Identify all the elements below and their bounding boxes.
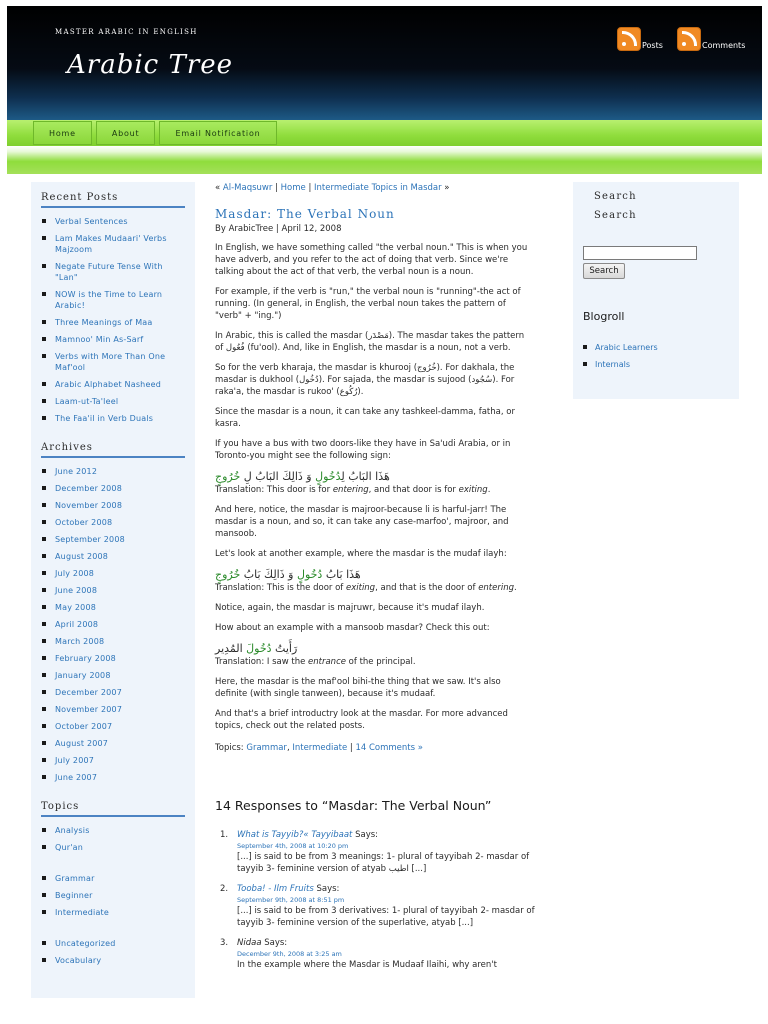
tab-email-notification[interactable]: Email Notification — [159, 121, 276, 145]
topic-grammar-link[interactable]: Grammar — [246, 743, 287, 753]
search-title: Search — [594, 191, 637, 202]
arabic-masdar: دُخُولٍ — [296, 568, 323, 581]
header-band — [7, 146, 762, 174]
translation-emphasis: entering — [332, 485, 369, 495]
comment-author[interactable]: What is Tayyib?« Tayyibaat — [237, 830, 353, 840]
recent-post-link[interactable]: NOW is the Time to Learn Arabic! — [41, 289, 185, 311]
post-date: April 12, 2008 — [281, 224, 342, 234]
comment-says: Says: — [352, 830, 379, 840]
arabic-text: المُدِير — [215, 642, 247, 655]
posts-feed-label[interactable]: Posts — [642, 41, 663, 50]
recent-post-link[interactable]: The Faa'il in Verb Duals — [41, 413, 185, 424]
paragraph: So for the verb kharaja, the masdar is khurooj (خُرُوج). For dakhala, the masdar is dukhool (دُخُول). For sajada, the masdar is sujood (سُجُود). For raka'a, the masdar is rukoo' (رُكُوع). — [215, 363, 515, 397]
right-sidebar — [573, 182, 739, 399]
arabic-example — [215, 470, 535, 484]
post-author: By ArabicTree — [215, 224, 274, 234]
arabic-masdar: خُرُوجٍ — [215, 568, 241, 581]
paragraph: In English, we have something called "the verbal noun." This is when you have adverb, and you refer to the act of doing that verb. Since we're talking about the act of that verb, the verbal noun is a noun. — [215, 243, 528, 277]
translation — [215, 582, 535, 594]
post-content — [215, 182, 535, 971]
site-tagline: MASTER ARABIC IN ENGLISH — [55, 28, 198, 36]
translation-text: . — [487, 485, 491, 495]
arabic-masdar: دُخُولٍ — [315, 470, 342, 483]
archive-link[interactable]: June 2008 — [41, 585, 185, 596]
comment-item — [215, 829, 535, 875]
tab-about[interactable]: About — [96, 121, 156, 145]
post-navigation: « Al-Maqsuwr | Home | Intermediate Topics in Masdar » — [215, 183, 450, 193]
archive-link[interactable]: October 2007 — [41, 721, 185, 732]
archive-link[interactable]: July 2008 — [41, 568, 185, 579]
comment-header — [237, 829, 535, 841]
comment-header — [237, 883, 535, 895]
recent-post-link[interactable]: Arabic Alphabet Nasheed — [41, 379, 185, 390]
recent-posts-title: Recent Posts — [41, 182, 185, 208]
archives-list — [31, 458, 195, 791]
paragraph: And here, notice, the masdar is majroor-because li is harful-jarr! The masdar is a noun, and so, it can take any case-marfoo', majroor, and mansoob. — [215, 505, 509, 539]
paragraph: Here, the masdar is the maf'ool bihi-the thing that we saw. It's also definite (with single tanween), because it's mudaaf. — [215, 677, 501, 699]
translation-text: Translation: This door is for — [215, 485, 333, 495]
translation-text: Translation: This is the door of — [215, 583, 346, 593]
paragraph: Since the masdar is a noun, it can take any tashkeel-damma, fatha, or kasra. — [215, 407, 515, 429]
arabic-text: وَ ذَالِكَ بَابُ — [240, 568, 297, 581]
blogroll-link[interactable]: Internals — [583, 359, 658, 370]
archive-link[interactable]: December 2007 — [41, 687, 185, 698]
archive-link[interactable]: June 2007 — [41, 772, 185, 783]
arabic-example — [215, 568, 535, 582]
paragraph: For example, if the verb is "run," the verbal noun is "running"-the act of running. (In general, in English, the verbal noun takes the pattern of "verb" + "ing.") — [215, 287, 521, 321]
comments-count-link[interactable]: 14 Comments » — [355, 743, 423, 753]
comment-text: In the example where the Masdar is Mudaaf Ilaihi, why aren't — [237, 960, 497, 970]
post-title[interactable]: Masdar: The Verbal Noun — [215, 207, 395, 221]
home-link[interactable]: Home — [280, 183, 306, 193]
main-nav — [7, 120, 762, 146]
topics-list — [31, 817, 195, 974]
search-label: Search — [594, 210, 637, 221]
topic-link[interactable]: Grammar — [41, 873, 185, 884]
translation-text: , and that is the door of — [375, 583, 479, 593]
archive-link[interactable]: November 2008 — [41, 500, 185, 511]
site-header — [7, 6, 762, 120]
comment-date[interactable]: September 4th, 2008 at 10:20 pm — [237, 842, 349, 850]
comments-feed-link[interactable] — [677, 27, 745, 51]
comment-header — [237, 937, 535, 949]
arabic-example — [215, 642, 535, 656]
comment-item — [215, 883, 535, 929]
comment-item — [215, 937, 535, 971]
topic-link[interactable]: Intermediate — [41, 907, 185, 918]
arabic-text: هَذَا بَابُ — [322, 568, 361, 581]
topic-intermediate-link[interactable]: Intermediate — [292, 743, 348, 753]
comment-text: [...] is said to be from 3 derivatives: 1- plural of tayyibah 2- masdar of tayyib 3- feminine version of the superlative, atyab [...] — [237, 906, 535, 928]
paragraph: If you have a bus with two doors-like they have in Sa'udi Arabia, or in Toronto-you might see the following sign: — [215, 439, 511, 461]
arabic-text: وَ ذَالِكَ البَابُ لِ — [240, 470, 316, 483]
comment-number: 3. — [220, 938, 229, 948]
topic-link[interactable]: Uncategorized — [41, 938, 185, 949]
archive-link[interactable]: February 2008 — [41, 653, 185, 664]
comment-author: Nidaa — [237, 938, 262, 948]
archives-title: Archives — [41, 432, 185, 458]
rss-icon[interactable] — [677, 27, 701, 51]
recent-posts-list — [31, 208, 195, 432]
archive-link[interactable]: October 2008 — [41, 517, 185, 528]
comment-says: Says: — [313, 884, 340, 894]
archive-link[interactable]: March 2008 — [41, 636, 185, 647]
translation-text: , and that door is for — [368, 485, 459, 495]
translation — [215, 484, 535, 496]
recent-post-link[interactable]: Verbs with More Than One Maf'ool — [41, 351, 185, 373]
paragraph: Let's look at another example, where the masdar is the mudaf ilayh: — [215, 549, 507, 559]
comment-text: [...] is said to be from 3 meanings: 1- plural of tayyibah 2- masdar of tayyib 3- feminine version of atyab اطيب [...] — [237, 852, 530, 874]
translation — [215, 656, 535, 668]
translation-emphasis: entrance — [308, 657, 346, 667]
left-sidebar — [31, 182, 195, 998]
search-button[interactable]: Search — [583, 263, 625, 279]
translation-emphasis: exiting — [458, 485, 488, 495]
next-post-link[interactable]: Intermediate Topics in Masdar — [314, 183, 442, 193]
paragraph: In Arabic, this is called the masdar (مَصْدَر). The masdar takes the pattern of فُعُول (fu'ool). And, like in English, the masdar is a noun, not a verb. — [215, 331, 525, 353]
recent-post-link[interactable]: Mamnoo' Min As-Sarf — [41, 334, 185, 345]
blogroll-title: Blogroll — [583, 310, 625, 323]
comment-says: Says: — [261, 938, 288, 948]
topic-link[interactable]: Vocabulary — [41, 955, 185, 966]
archive-link[interactable]: August 2008 — [41, 551, 185, 562]
arabic-masdar: خُرُوجٍ — [215, 470, 241, 483]
blogroll-list — [583, 342, 658, 376]
translation-text: Translation: I saw the — [215, 657, 309, 667]
paragraph: And that's a brief introductry look at the masdar. For more advanced topics, check out the related posts. — [215, 709, 508, 731]
archive-link[interactable]: September 2008 — [41, 534, 185, 545]
comment-date[interactable]: September 9th, 2008 at 8:51 pm — [237, 896, 345, 904]
responses-title: 14 Responses to “Masdar: The Verbal Noun” — [215, 798, 492, 813]
archive-link[interactable]: June 2012 — [41, 466, 185, 477]
post-byline: By ArabicTree | April 12, 2008 — [215, 224, 342, 234]
paragraph: Notice, again, the masdar is majruwr, because it's mudaf ilayh. — [215, 603, 485, 613]
prev-post-link[interactable]: Al-Maqsuwr — [222, 183, 273, 193]
comment-date[interactable]: December 9th, 2008 at 3:25 am — [237, 950, 342, 958]
archive-link[interactable]: December 2008 — [41, 483, 185, 494]
topic-link[interactable]: Beginner — [41, 890, 185, 901]
blogroll-link[interactable]: Arabic Learners — [583, 342, 658, 353]
archive-link[interactable]: January 2008 — [41, 670, 185, 681]
arabic-text: هَذَا البَابُ لِ — [341, 470, 390, 483]
arabic-masdar: دُخُولَ — [246, 642, 272, 655]
tab-home[interactable]: Home — [33, 121, 92, 145]
arabic-text: رَأَيتُ — [271, 642, 298, 655]
recent-post-link[interactable]: Three Meanings of Maa — [41, 317, 185, 328]
post-topics: Topics: Grammar, Intermediate | 14 Comments » — [215, 743, 423, 753]
topics-label: Topics: — [215, 743, 247, 753]
archive-link[interactable]: August 2007 — [41, 738, 185, 749]
topic-link[interactable]: Analysis — [41, 825, 185, 836]
translation-text: . — [514, 583, 517, 593]
archive-link[interactable]: November 2007 — [41, 704, 185, 715]
recent-post-link[interactable]: Verbal Sentences — [41, 216, 185, 227]
archive-link[interactable]: July 2007 — [41, 755, 185, 766]
search-input[interactable] — [583, 246, 697, 260]
comments-list — [215, 829, 535, 971]
rss-icon[interactable] — [617, 27, 641, 51]
posts-feed-link[interactable] — [617, 27, 663, 51]
topics-title: Topics — [41, 791, 185, 817]
recent-post-link[interactable]: Lam Makes Mudaari' Verbs Majzoom — [41, 233, 185, 255]
site-logo[interactable]: Arabic Tree — [67, 50, 234, 80]
translation-text: of the principal. — [345, 657, 416, 667]
comment-number: 2. — [220, 884, 229, 894]
comment-number: 1. — [220, 830, 229, 840]
translation-emphasis: entering — [478, 583, 515, 593]
comment-author[interactable]: Tooba! - Ilm Fruits — [237, 884, 314, 894]
archive-link[interactable]: May 2008 — [41, 602, 185, 613]
comments-feed-label[interactable]: Comments — [702, 41, 746, 50]
recent-post-link[interactable]: Negate Future Tense With "Lan" — [41, 261, 185, 283]
topic-link[interactable]: Qur'an — [41, 842, 185, 853]
recent-post-link[interactable]: Laam-ut-Ta'leel — [41, 396, 185, 407]
paragraph: How about an example with a mansoob masdar? Check this out: — [215, 623, 490, 633]
archive-link[interactable]: April 2008 — [41, 619, 185, 630]
translation-emphasis: exiting — [345, 583, 376, 593]
